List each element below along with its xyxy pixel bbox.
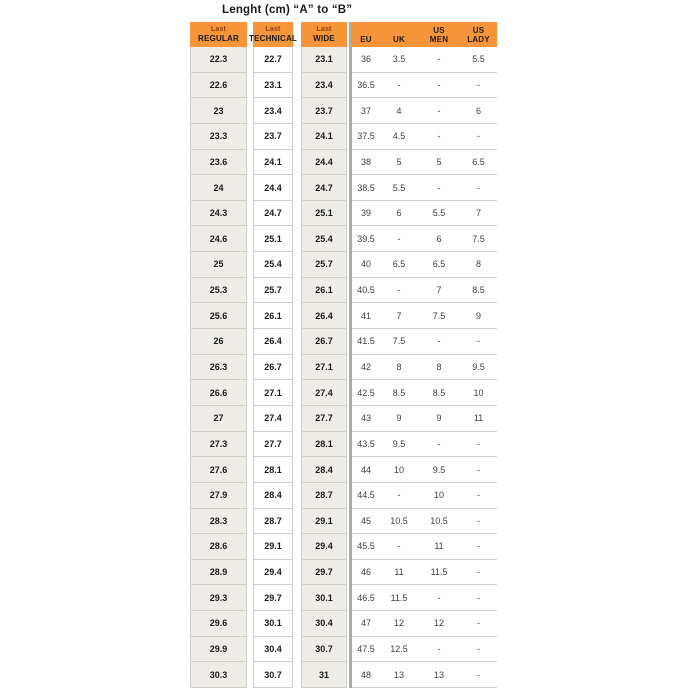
table-cell: - [477, 567, 480, 578]
table-cell: 6.5 [472, 156, 485, 167]
table-cell: 28.9 [191, 560, 246, 586]
table-cell: - [437, 336, 441, 347]
table-cell: 38 [360, 156, 371, 167]
table-cell: 7 [436, 285, 442, 296]
table-cell: 10 [433, 490, 444, 501]
table-cell: 23 [191, 98, 246, 124]
table-cell: 12 [393, 618, 404, 629]
table-cell: 25.7 [302, 252, 346, 278]
table-cell: 25.1 [254, 226, 292, 252]
table-cell: 27.1 [254, 380, 292, 406]
header-us-men: US MEN [429, 25, 449, 44]
header-eu: EU [360, 34, 372, 44]
table-cell: 7 [475, 208, 481, 219]
table-cell: 27 [191, 406, 246, 432]
table-cell: 24.7 [254, 201, 292, 227]
table-cell: - [477, 438, 480, 449]
table-cell: 28.7 [254, 509, 292, 535]
table-cell: 10 [473, 387, 484, 398]
table-cell: 22.6 [191, 73, 246, 99]
table-cell: 26.7 [254, 355, 292, 381]
table-cell: 44 [360, 464, 371, 475]
table-cell: 26.1 [254, 303, 292, 329]
table-cell: 23.7 [254, 124, 292, 150]
table-cell: 27.6 [191, 457, 246, 483]
table-cell: - [437, 131, 441, 142]
table-cell: 5 [436, 156, 442, 167]
table-cell: - [477, 464, 480, 475]
table-cell: 7.5 [432, 310, 446, 321]
header-us-lady: US LADY [467, 25, 490, 44]
table-row [352, 124, 497, 150]
table-row [352, 98, 497, 124]
table-row [352, 329, 497, 355]
table-cell: 48 [360, 669, 371, 680]
table-cell: 4.5 [392, 131, 406, 142]
table-cell: 41 [360, 310, 371, 321]
table-cell: 28.4 [302, 457, 346, 483]
table-cell: 13 [433, 669, 444, 680]
table-cell: 13 [393, 669, 404, 680]
table-cell: 27.9 [191, 483, 246, 509]
table-cell: 8 [396, 362, 402, 372]
table-cell: 24.4 [302, 150, 346, 176]
table-row [352, 509, 497, 535]
table-row [352, 483, 497, 509]
table-cell: 25.6 [191, 303, 246, 329]
table-cell: 6 [396, 208, 402, 219]
size-chart [190, 3, 500, 688]
table-cell: 25.1 [302, 201, 346, 227]
size-columns-block [352, 22, 497, 688]
table-cell: 24.4 [254, 175, 292, 201]
table-cell: 28.3 [191, 509, 246, 535]
table-cell: 26.4 [302, 303, 346, 329]
table-cell: - [437, 79, 441, 90]
column-last-regular [190, 22, 247, 688]
table-cell: 26 [191, 329, 246, 355]
table-cell: 39.5 [357, 233, 375, 244]
table-cell: 24.6 [191, 226, 246, 252]
table-cell: - [397, 233, 401, 244]
table-cell: 10.5 [390, 515, 408, 526]
table-cell: - [437, 644, 441, 655]
table-cell: 29.6 [191, 611, 246, 637]
table-cell: - [477, 618, 480, 629]
table-cell: - [477, 669, 480, 680]
table-cell: 43.5 [357, 438, 375, 449]
table-cell: 29.4 [254, 560, 292, 586]
table-cell: - [477, 490, 480, 501]
table-cell: 29.3 [191, 585, 246, 611]
header-last-wide [301, 22, 347, 47]
table-cell: 36.5 [357, 79, 375, 90]
table-cell: - [477, 644, 480, 655]
table-cell: 29.7 [254, 585, 292, 611]
table-row [352, 201, 497, 227]
table-cell: 29.1 [302, 509, 346, 535]
table-cell: - [477, 592, 480, 603]
table-cell: 24 [191, 175, 246, 201]
table-cell: 41.5 [357, 336, 375, 347]
table-cell: 47.5 [357, 644, 375, 655]
table-cell: 30.1 [302, 585, 346, 611]
table-cell: 29.1 [254, 534, 292, 560]
table-row [352, 406, 497, 432]
table-cell: 10 [393, 464, 404, 475]
table-cell: 23.6 [191, 150, 246, 176]
table-cell: 29.9 [191, 637, 246, 663]
table-row [352, 611, 497, 637]
table-cell: 23.4 [254, 98, 292, 124]
table-cell: - [397, 541, 401, 552]
table-row [352, 457, 497, 483]
table-cell: 24.1 [254, 150, 292, 176]
table-cell: - [477, 79, 480, 90]
table-cell: 22.7 [254, 47, 292, 73]
header-technical-label: TECHNICAL [248, 33, 298, 43]
table-cell: - [477, 131, 480, 142]
header-last-technical [248, 22, 298, 47]
header-wide-label: WIDE [313, 33, 335, 43]
table-cell: 4 [396, 105, 402, 116]
table-cell: 44.5 [357, 490, 375, 501]
table-cell: 5 [396, 156, 402, 167]
table-cell: 37.5 [357, 131, 375, 142]
table-cell: - [397, 490, 401, 501]
table-cell: 25 [191, 252, 246, 278]
table-cell: 12 [433, 618, 444, 629]
table-cell: - [437, 54, 441, 65]
table-cell: 28.1 [254, 457, 292, 483]
table-cell: 27.4 [254, 406, 292, 432]
table-cell: 37 [360, 105, 371, 116]
header-last-label: Last [210, 25, 227, 33]
table-cell: - [437, 592, 441, 603]
table-cell: 31 [302, 662, 346, 688]
table-cell: 8.5 [392, 387, 406, 398]
column-gutter [293, 22, 301, 688]
table-cell: 30.3 [191, 662, 246, 688]
table-row [352, 73, 497, 99]
table-row [352, 380, 497, 406]
table-cell: 23.1 [254, 73, 292, 99]
table-cell: 30.4 [254, 637, 292, 663]
table-cell: 26.1 [302, 278, 346, 304]
table-cell: 27.7 [302, 406, 346, 432]
size-columns-body [352, 47, 497, 688]
table-cell: 6.5 [392, 259, 406, 270]
table-cell: 7.5 [392, 336, 406, 347]
header-regular-label: REGULAR [198, 33, 239, 43]
table-cell: 27.7 [254, 432, 292, 458]
table-cell: 9.5 [392, 438, 406, 449]
table-cell: 8.5 [432, 387, 446, 398]
table-row [352, 585, 497, 611]
table-cell: 23.7 [302, 98, 346, 124]
table-cell: 30.1 [254, 611, 292, 637]
table-cell: 46.5 [357, 592, 375, 603]
table-cell: - [437, 105, 441, 116]
table-cell: 40 [360, 259, 371, 270]
table-cell: 9.5 [472, 362, 485, 372]
table-cell: - [397, 285, 401, 296]
table-cell: 5.5 [432, 208, 446, 219]
column-body-technical [253, 47, 293, 688]
table-cell: 43 [360, 413, 371, 424]
table-cell: 24.1 [302, 124, 346, 150]
table-row [352, 355, 497, 381]
table-cell: 11 [473, 413, 484, 424]
column-body-wide [301, 47, 347, 688]
table-cell: - [437, 438, 441, 449]
table-cell: 27.1 [302, 355, 346, 381]
table-cell: 26.3 [191, 355, 246, 381]
table-row [352, 226, 497, 252]
table-cell: 9 [436, 413, 442, 424]
table-cell: 30.4 [302, 611, 346, 637]
table-cell: 26.6 [191, 380, 246, 406]
table-cell: 6 [436, 233, 442, 244]
header-last-label: Last [316, 25, 332, 33]
table-cell: 42.5 [357, 387, 375, 398]
table-cell: - [437, 182, 441, 193]
table-cell: 27.3 [191, 432, 246, 458]
table-cell: 24.3 [191, 201, 246, 227]
size-chart-table [190, 22, 500, 688]
table-cell: 26.7 [302, 329, 346, 355]
table-cell: 11 [394, 567, 404, 578]
table-cell: 28.1 [302, 432, 346, 458]
table-row [352, 432, 497, 458]
table-row [352, 252, 497, 278]
table-cell: 8 [436, 362, 442, 372]
table-row [352, 560, 497, 586]
table-cell: 23.4 [302, 73, 346, 99]
table-cell: 11 [434, 541, 444, 552]
table-cell: 24.7 [302, 175, 346, 201]
table-cell: 25.4 [302, 226, 346, 252]
table-row [352, 278, 497, 304]
table-cell: 40.5 [357, 285, 375, 296]
table-cell: 47 [360, 618, 371, 629]
table-cell: - [477, 336, 480, 347]
table-cell: 29.4 [302, 534, 346, 560]
table-cell: 7.5 [472, 233, 485, 244]
table-cell: 12.5 [390, 644, 408, 655]
table-cell: 38.5 [357, 182, 375, 193]
table-cell: 45 [360, 515, 371, 526]
table-cell: 8 [475, 259, 481, 270]
table-cell: 5.5 [472, 54, 485, 65]
table-cell: 6 [475, 105, 481, 116]
table-cell: - [477, 182, 480, 193]
table-cell: 23.1 [302, 47, 346, 73]
table-row [352, 303, 497, 329]
table-row [352, 534, 497, 560]
table-cell: 36 [360, 54, 371, 65]
table-cell: 28.4 [254, 483, 292, 509]
table-row [352, 175, 497, 201]
table-row [352, 150, 497, 176]
table-cell: 7 [396, 310, 402, 321]
size-columns-header [352, 22, 497, 47]
table-row [352, 47, 497, 73]
page-title: Lenght (cm) “A” to “B” [222, 4, 353, 16]
table-cell: 46 [360, 567, 371, 578]
table-cell: 3.5 [392, 54, 406, 65]
table-cell: - [397, 79, 401, 90]
table-cell: 39 [360, 208, 371, 219]
header-uk: UK [393, 34, 405, 44]
table-cell: 45.5 [357, 541, 375, 552]
table-cell: 28.7 [302, 483, 346, 509]
table-cell: 11.5 [390, 592, 408, 603]
table-cell: 42 [360, 362, 371, 372]
table-cell: 27.4 [302, 380, 346, 406]
table-cell: 8.5 [472, 285, 485, 296]
table-cell: 30.7 [254, 662, 292, 688]
table-cell: 28.6 [191, 534, 246, 560]
column-last-wide [301, 22, 347, 688]
table-cell: 11.5 [430, 567, 448, 578]
column-body-regular [190, 47, 247, 688]
table-cell: 5.5 [392, 182, 406, 193]
table-cell: 22.3 [191, 47, 246, 73]
column-last-technical [248, 22, 298, 688]
table-row [352, 637, 497, 663]
table-cell: 23.3 [191, 124, 246, 150]
table-cell: - [477, 515, 480, 526]
header-last-regular [190, 22, 247, 47]
table-cell: 9 [396, 413, 402, 424]
table-cell: 30.7 [302, 637, 346, 663]
table-cell: 25.3 [191, 278, 246, 304]
table-cell: 25.4 [254, 252, 292, 278]
table-cell: 29.7 [302, 560, 346, 586]
table-cell: 26.4 [254, 329, 292, 355]
table-cell: 9 [475, 310, 481, 321]
header-last-label: Last [265, 25, 281, 33]
table-cell: 9.5 [432, 464, 446, 475]
table-row [352, 662, 497, 688]
table-cell: 25.7 [254, 278, 292, 304]
table-cell: 10.5 [430, 515, 448, 526]
table-cell: - [477, 541, 480, 552]
table-cell: 6.5 [432, 259, 446, 270]
